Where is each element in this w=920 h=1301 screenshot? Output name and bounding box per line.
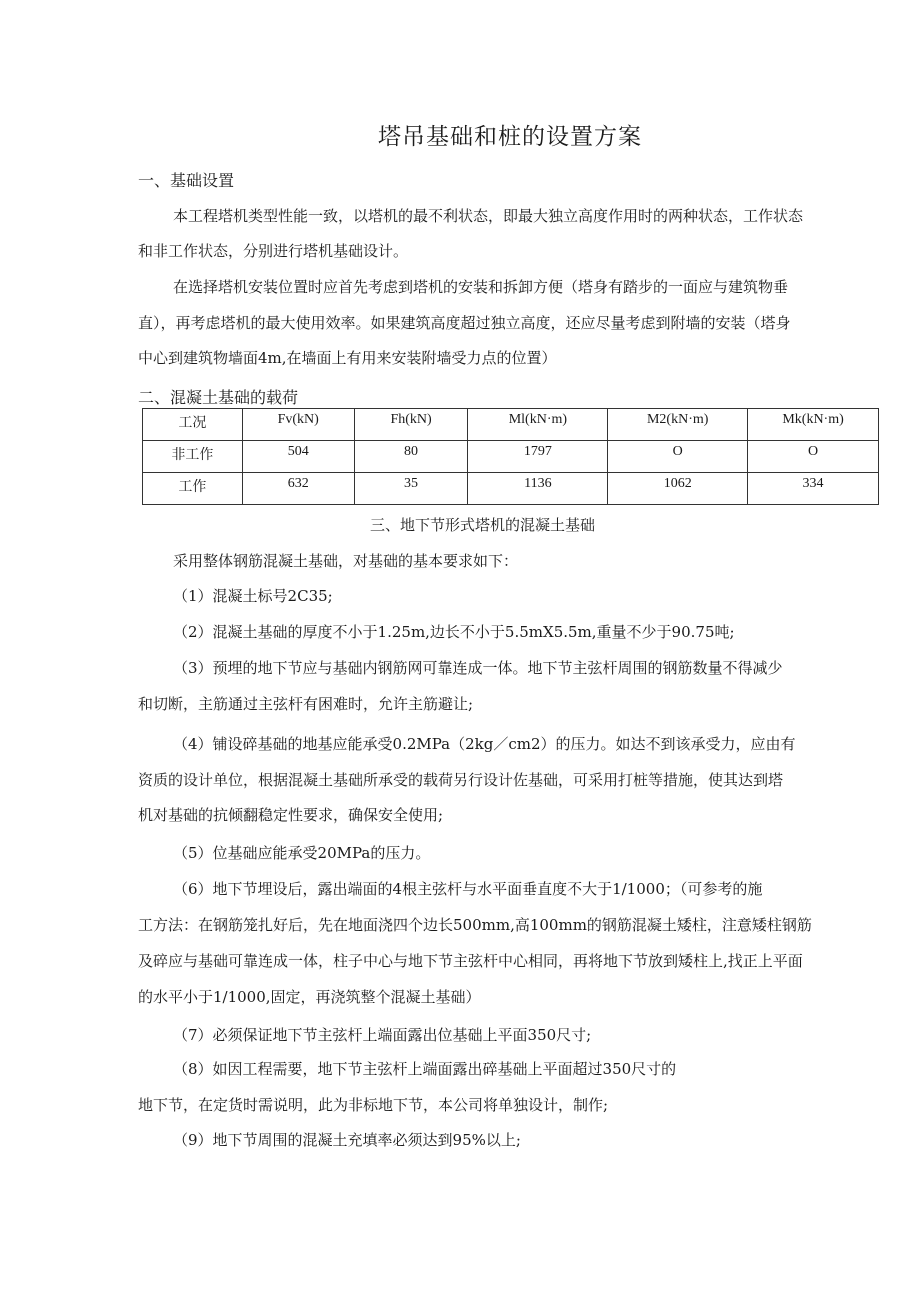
requirement-item-8-line1: （8）如因工程需要，地下节主弦杆上端面露出碎基础上平面超过350尺寸的 [173,1060,677,1078]
section3-heading: 三、地下节形式塔机的混凝土基础 [370,516,596,534]
requirement-item-8-line2: 地下节，在定货时需说明，此为非标地下节，本公司将单独设计，制作; [138,1096,609,1114]
table-header-cell: Fh(kN) [354,409,468,441]
requirement-item-6-line3: 及碎应与基础可靠连成一体，柱子中心与地下节主弦杆中心相同，再将地下节放到矮柱上,找正上平面 [138,952,803,970]
section1-heading: 一、基础设置 [138,171,235,190]
requirement-item-4-line2: 资质的设计单位，根据混凝土基础所承受的载荷另行设计佐基础，可采用打桩等措施，使其达到塔 [138,771,784,789]
table-cell: 35 [354,473,468,505]
table-header-cell: Fv(kN) [242,409,354,441]
table-header-cell: M2(kN·m) [608,409,748,441]
table-cell: 1062 [608,473,748,505]
section1-para1-line1: 本工程塔机类型性能一致，以塔机的最不利状态，即最大独立高度作用时的两种状态，工作状态 [173,207,804,225]
page-title: 塔吊基础和桩的设置方案 [378,124,642,150]
table-cell: 504 [242,441,354,473]
requirement-item-1: （1）混凝土标号2C35; [173,587,333,605]
section1-para2-line2: 直），再考虑塔机的最大使用效率。如果建筑高度超过独立高度，还应尽量考虑到附墙的安装（塔身 [138,314,791,332]
table-cell: 632 [242,473,354,505]
requirement-item-2: （2）混凝土基础的厚度不小于1.25m,边长不小于5.5mX5.5m,重量不少于90.75吨; [173,623,735,641]
table-cell: 工作 [143,473,243,505]
requirement-item-7: （7）必须保证地下节主弦杆上端面露出位基础上平面350尺寸; [173,1026,592,1044]
table-cell: 1797 [468,441,608,473]
requirement-item-4-line3: 机对基础的抗倾翻稳定性要求，确保安全使用; [138,806,444,824]
table-cell: 80 [354,441,468,473]
table-cell: O [608,441,748,473]
table-header-cell: Mk(kN·m) [748,409,879,441]
requirement-item-6-line4: 的水平小于1/1000,固定，再浇筑整个混凝土基础） [138,988,481,1006]
section3-intro: 采用整体钢筋混凝土基础，对基础的基本要求如下： [173,552,519,570]
table-header-cell: 工况 [143,409,243,441]
section1-para2-line1: 在选择塔机安装位置时应首先考虑到塔机的安装和拆卸方便（塔身有踏步的一面应与建筑物垂 [173,278,789,296]
section1-para1-line2: 和非工作状态，分别进行塔机基础设计。 [138,242,409,260]
requirement-item-6-line1: （6）地下节埋设后，露出端面的4根主弦杆与水平面垂直度不大于1/1000；（可参考的施 [173,880,763,898]
requirement-item-9: （9）地下节周围的混凝土充填率必须达到95%以上; [173,1131,521,1149]
table-cell: O [748,441,879,473]
requirement-item-6-line2: 工方法：在钢筋笼扎好后，先在地面浇四个边长500mm,高100mm的钢筋混凝土矮柱，注意矮柱钢筋 [138,916,812,934]
table-header-cell: Ml(kN·m) [468,409,608,441]
requirement-item-3-line2: 和切断，主筋通过主弦杆有困难时，允许主筋避让; [138,695,474,713]
table-cell: 334 [748,473,879,505]
table-cell: 非工作 [143,441,243,473]
section1-para2-line3: 中心到建筑物墙面4m,在墙面上有用来安装附墙受力点的位置） [138,349,557,367]
table-header-row [143,409,879,441]
load-table [142,408,879,505]
table-row [143,473,879,505]
requirement-item-5: （5）位基础应能承受20MPa的压力。 [173,844,431,862]
table-cell: 1136 [468,473,608,505]
table-row [143,441,879,473]
section2-heading: 二、混凝土基础的载荷 [138,388,299,407]
requirement-item-3-line1: （3）预埋的地下节应与基础内钢筋网可靠连成一体。地下节主弦杆周围的钢筋数量不得减少 [173,659,783,677]
requirement-item-4-line1: （4）铺设碎基础的地基应能承受0.2MPa（2kg／cm2）的压力。如达不到该承受力，应由有 [173,735,796,753]
